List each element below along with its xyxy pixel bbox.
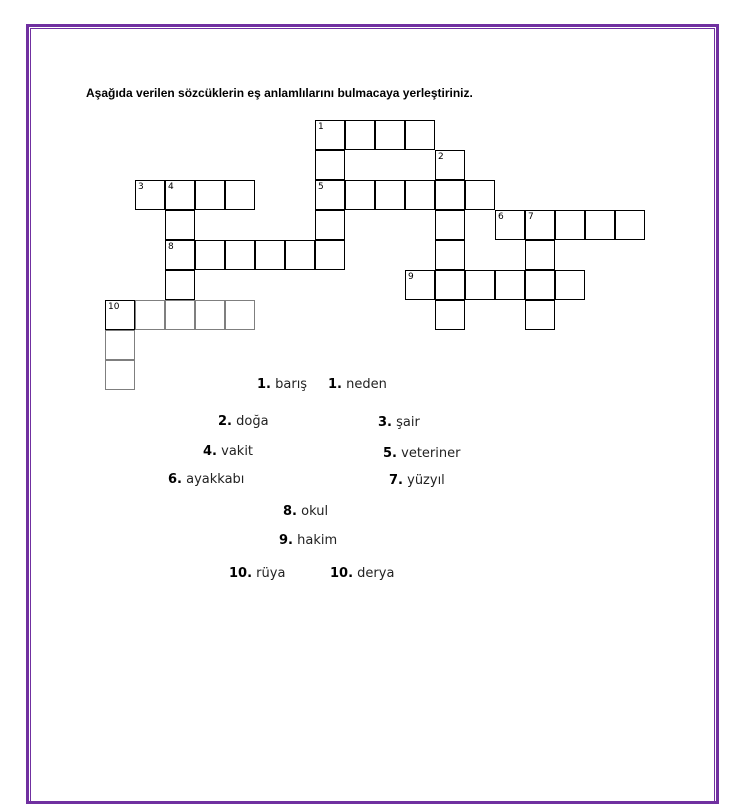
- crossword-cell[interactable]: [435, 150, 465, 180]
- crossword-cell[interactable]: [405, 120, 435, 150]
- crossword-cell[interactable]: [225, 300, 255, 330]
- crossword-cell[interactable]: [615, 210, 645, 240]
- clue-7: 7. yüzyıl: [389, 473, 445, 488]
- crossword-cell[interactable]: [315, 120, 345, 150]
- crossword-cell[interactable]: [165, 300, 195, 330]
- crossword-cell[interactable]: [315, 210, 345, 240]
- clue-3: 3. şair: [378, 415, 420, 430]
- clue-1-across: 1. barış: [257, 377, 308, 392]
- cell-number: 4: [168, 182, 174, 192]
- cell-number: 2: [438, 152, 444, 162]
- crossword-cell[interactable]: [525, 300, 555, 330]
- crossword-cell[interactable]: [525, 240, 555, 270]
- crossword-cell[interactable]: [435, 180, 465, 210]
- crossword-cell[interactable]: [435, 210, 465, 240]
- clue-2: 2. doğa: [218, 414, 269, 429]
- crossword-cell[interactable]: [345, 180, 375, 210]
- crossword-cell[interactable]: [585, 210, 615, 240]
- crossword-cell[interactable]: [105, 300, 135, 330]
- crossword-cell[interactable]: [135, 180, 165, 210]
- crossword-cell[interactable]: [195, 300, 225, 330]
- crossword-cell[interactable]: [165, 210, 195, 240]
- crossword-cell[interactable]: [135, 300, 165, 330]
- clue-10-down: 10. derya: [330, 566, 395, 581]
- clue-8: 8. okul: [283, 504, 329, 519]
- instruction-text: Aşağıda verilen sözcüklerin eş anlamlılarını bulmacaya yerleştiriniz.: [86, 86, 473, 100]
- cell-number: 3: [138, 182, 144, 192]
- cell-number: 5: [318, 182, 324, 192]
- crossword-cell[interactable]: [225, 180, 255, 210]
- crossword-cell[interactable]: [315, 240, 345, 270]
- crossword-cell[interactable]: [345, 120, 375, 150]
- crossword-cell[interactable]: [255, 240, 285, 270]
- cell-number: 8: [168, 242, 174, 252]
- crossword-cell[interactable]: [165, 270, 195, 300]
- crossword-cell[interactable]: [375, 180, 405, 210]
- crossword-cell[interactable]: [165, 180, 195, 210]
- crossword-cell[interactable]: [465, 270, 495, 300]
- crossword-cell[interactable]: [375, 120, 405, 150]
- clue-1-down: 1. neden: [328, 377, 387, 392]
- crossword-cell[interactable]: [225, 240, 255, 270]
- crossword-cell[interactable]: [435, 300, 465, 330]
- cell-number: 9: [408, 272, 414, 282]
- crossword-cell[interactable]: [105, 330, 135, 360]
- crossword-cell[interactable]: [495, 210, 525, 240]
- clue-4: 4. vakit: [203, 444, 254, 459]
- crossword-cell[interactable]: [465, 180, 495, 210]
- clue-5: 5. veteriner: [383, 446, 461, 461]
- cell-number: 1: [318, 122, 324, 132]
- crossword-cell[interactable]: [435, 270, 465, 300]
- clue-10-across: 10. rüya: [229, 566, 286, 581]
- clue-6: 6. ayakkabı: [168, 472, 245, 487]
- crossword-cell[interactable]: [495, 270, 525, 300]
- crossword-cell[interactable]: [315, 150, 345, 180]
- crossword-cell[interactable]: [405, 180, 435, 210]
- cell-number: 6: [498, 212, 504, 222]
- crossword-cell[interactable]: [435, 240, 465, 270]
- clue-9: 9. hakim: [279, 533, 338, 548]
- cell-number: 10: [108, 302, 120, 312]
- crossword-cell[interactable]: [555, 210, 585, 240]
- cell-number: 7: [528, 212, 534, 222]
- crossword-cell[interactable]: [195, 180, 225, 210]
- crossword-cell[interactable]: [165, 240, 195, 270]
- crossword-cell[interactable]: [105, 360, 135, 390]
- crossword-cell[interactable]: [405, 270, 435, 300]
- crossword-cell[interactable]: [555, 270, 585, 300]
- crossword-cell[interactable]: [195, 240, 225, 270]
- crossword-cell[interactable]: [525, 270, 555, 300]
- crossword-cell[interactable]: [525, 210, 555, 240]
- crossword-cell[interactable]: [285, 240, 315, 270]
- crossword-cell[interactable]: [315, 180, 345, 210]
